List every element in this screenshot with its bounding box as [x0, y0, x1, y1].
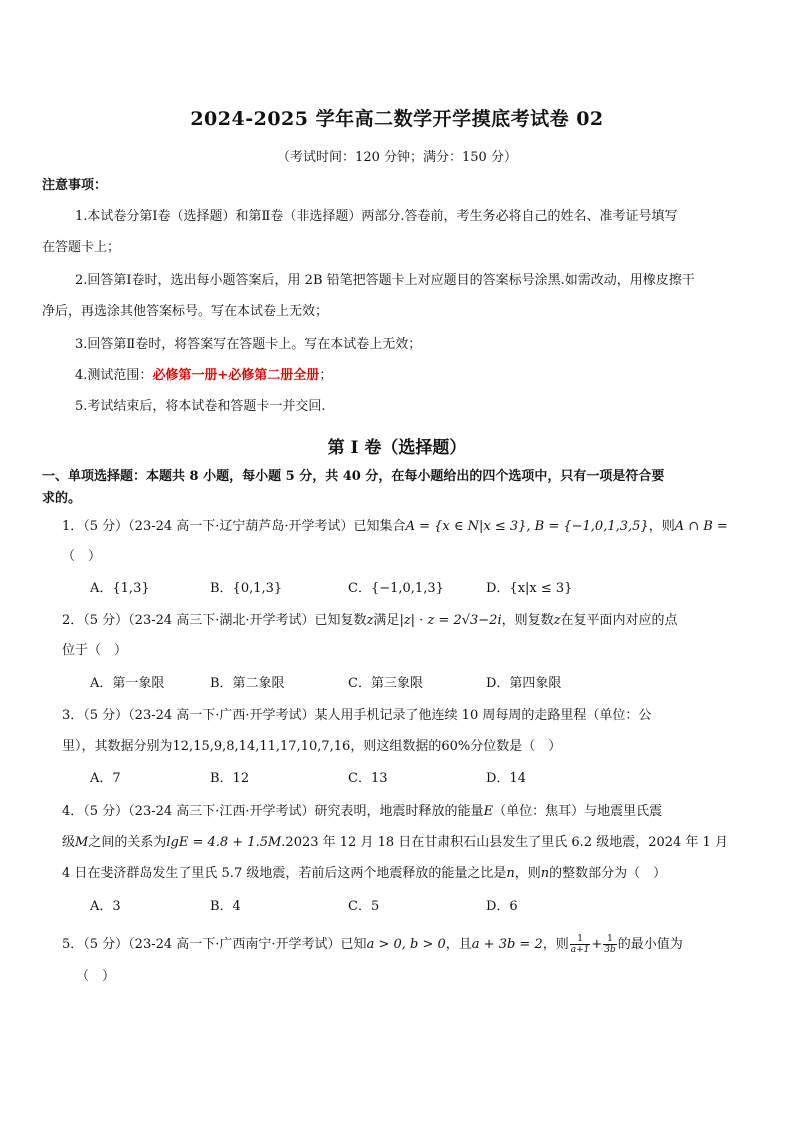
- q2-option-b: B．第二象限: [210, 676, 285, 691]
- q2-mid: 满足: [373, 613, 400, 628]
- q1-option-b: B．{0,1,3}: [210, 581, 283, 596]
- q2-line-2: 位于（ ）: [62, 643, 128, 658]
- q2-prefix: 2．（5 分）（23-24 高三下·湖北·开学考试）已知复数: [62, 613, 367, 628]
- q4-option-b: B．4: [210, 899, 241, 914]
- notice-item-2-line-1: 2.回答第Ⅰ卷时，选出每小题答案后，用 2B 铅笔把答题卡上对应题目的答案标号涂黑.如需改动，用橡皮擦干: [75, 273, 695, 288]
- section-instruction-line-1: 一、单项选择题：本题共 8 小题，每小题 5 分，共 40 分，在每小题给出的四个选项中，只有一项是符合要: [42, 469, 665, 484]
- q4-line-2: [62, 834, 728, 852]
- question-4: [62, 803, 662, 821]
- q3-option-a: A．7: [90, 771, 121, 786]
- q5-fraction-2-denominator: 3b: [604, 945, 616, 955]
- notice-item-3: 3.回答第Ⅱ卷时，将答案写在答题卡上。写在本试卷上无效；: [75, 337, 422, 352]
- q2-z-2: z: [553, 613, 561, 628]
- q1-suffix: ，则: [648, 519, 675, 534]
- q2-option-a: A．第一象限: [90, 676, 165, 691]
- q5-fraction-2-numerator: 1: [603, 934, 617, 945]
- q4-formula: lgE = 4.8 + 1.5M: [166, 835, 282, 850]
- q1-option-d: D．{x|x ≤ 3}: [486, 581, 573, 596]
- q5-suffix: 的最小值为: [617, 937, 683, 952]
- q3-option-b: B．12: [210, 771, 250, 786]
- section-instruction-line-2: 求的。: [42, 491, 82, 506]
- q3-option-d: D．14: [486, 771, 526, 786]
- question-5: [62, 934, 683, 955]
- q1-paren: （ ）: [62, 549, 102, 564]
- q5-fraction-1-denominator: a+1: [570, 945, 590, 955]
- q4-m: M: [75, 835, 89, 850]
- question-1: [62, 518, 728, 536]
- q4-line-2-mid: 之间的关系为: [88, 835, 167, 850]
- notice-item-4: [75, 367, 332, 385]
- q4-line-3-mid: ，则: [514, 866, 541, 881]
- q1-prefix: 1．（5 分）（23-24 高一下·辽宁葫芦岛·开学考试）已知集合: [62, 519, 406, 534]
- q4-line-3: [62, 865, 666, 883]
- q3-percent: 60%: [441, 739, 471, 754]
- notice-item-4-prefix: 4.测试范围：: [75, 368, 153, 383]
- q4-line-3-prefix: 4 日在斐济群岛发生了里氏 5.7 级地震，若前后这两个地震释放的能量之比是: [62, 866, 507, 881]
- q4-option-d: D．6: [486, 899, 518, 914]
- notice-item-2-line-2: 净后，再选涂其他答案标号。写在本试卷上无效；: [42, 304, 329, 319]
- q3-line-2-mid: ，则这组数据的: [350, 739, 442, 754]
- q4-option-c: C．5: [348, 899, 380, 914]
- q5-fraction-1: [570, 934, 591, 955]
- q3-line-2-prefix: 里），其数据分别为: [62, 739, 173, 754]
- exam-subtitle: （考试时间：120 分钟；满分：150 分）: [277, 150, 517, 165]
- question-3: 3．（5 分）（23-24 高一下·广西·开学考试）某人用手机记录了他连续 10 周每周的走路里程（单位：公: [62, 708, 652, 723]
- notice-item-1-line-1: 1.本试卷分第Ⅰ卷（选择题）和第Ⅱ卷（非选择题）两部分.答卷前，考生务必将自己的姓名、准考证号填写: [75, 209, 678, 224]
- exam-title: 2024-2025 学年高二数学开学摸底考试卷 02: [190, 108, 604, 130]
- q5-fraction-1-numerator: 1: [570, 934, 591, 945]
- q2-z: z: [366, 613, 374, 628]
- q2-suffix: ，则复数: [501, 613, 554, 628]
- q4-n-2: n: [540, 866, 550, 881]
- q2-option-d: D．第四象限: [486, 676, 562, 691]
- q4-e: E: [483, 804, 494, 819]
- q2-option-c: C．第三象限: [348, 676, 423, 691]
- notice-item-4-suffix: ；: [319, 368, 333, 383]
- q5-plus: +: [591, 937, 603, 952]
- q4-line-3-suffix: 的整数部分为（ ）: [549, 866, 667, 881]
- q1-intersection: A ∩ B =: [674, 519, 728, 534]
- q5-condition-2: a + 3b = 2: [471, 937, 543, 952]
- notice-item-1-line-2: 在答题卡上；: [42, 240, 121, 255]
- q5-fraction-2: [603, 934, 617, 955]
- q5-condition-1: a > 0, b > 0: [366, 937, 446, 952]
- q5-prefix: 5．（5 分）（23-24 高一下·广西南宁·开学考试）已知: [62, 937, 367, 952]
- q1-sets: A = {x ∈ N|x ≤ 3}, B = {−1,0,1,3,5}: [405, 519, 649, 534]
- q3-line-2-suffix: 分位数是（ ）: [470, 739, 562, 754]
- q5-paren: （ ）: [76, 969, 116, 984]
- q4-option-a: A．3: [90, 899, 121, 914]
- q4-n: n: [506, 866, 515, 881]
- q5-mid-2: ，则: [542, 937, 569, 952]
- q1-option-c: C．{−1,0,1,3}: [348, 581, 444, 596]
- q2-equation: |z| · z = 2√3−2i: [399, 613, 502, 628]
- section-title: 第 I 卷（选择题）: [327, 438, 467, 458]
- q3-line-2: [62, 738, 561, 756]
- q4-line-2-prefix: 级: [62, 835, 76, 850]
- q3-option-c: C．13: [348, 771, 388, 786]
- q5-mid: ，且: [445, 937, 472, 952]
- q4-line-1-prefix: 4．（5 分）（23-24 高三下·江西·开学考试）研究表明，地震时释放的能量: [62, 804, 484, 819]
- q4-line-2-suffix: .2023 年 12 月 18 日在甘肃积石山县发生了里氏 6.2 级地震，2024 年 1 月: [281, 835, 728, 850]
- q1-option-a: A．{1,3}: [90, 581, 150, 596]
- question-2: [62, 612, 678, 630]
- q4-line-1-suffix: （单位：焦耳）与地震里氏震: [493, 804, 663, 819]
- notice-heading: 注意事项：: [42, 178, 108, 193]
- notice-item-5: 5.考试结束后，将本试卷和答题卡一并交回.: [75, 399, 326, 414]
- q3-data: 12,15,9,8,14,11,17,10,7,16: [172, 739, 351, 754]
- q2-tail: 在复平面内对应的点: [560, 613, 678, 628]
- test-scope: 必修第一册+必修第二册全册: [152, 368, 320, 383]
